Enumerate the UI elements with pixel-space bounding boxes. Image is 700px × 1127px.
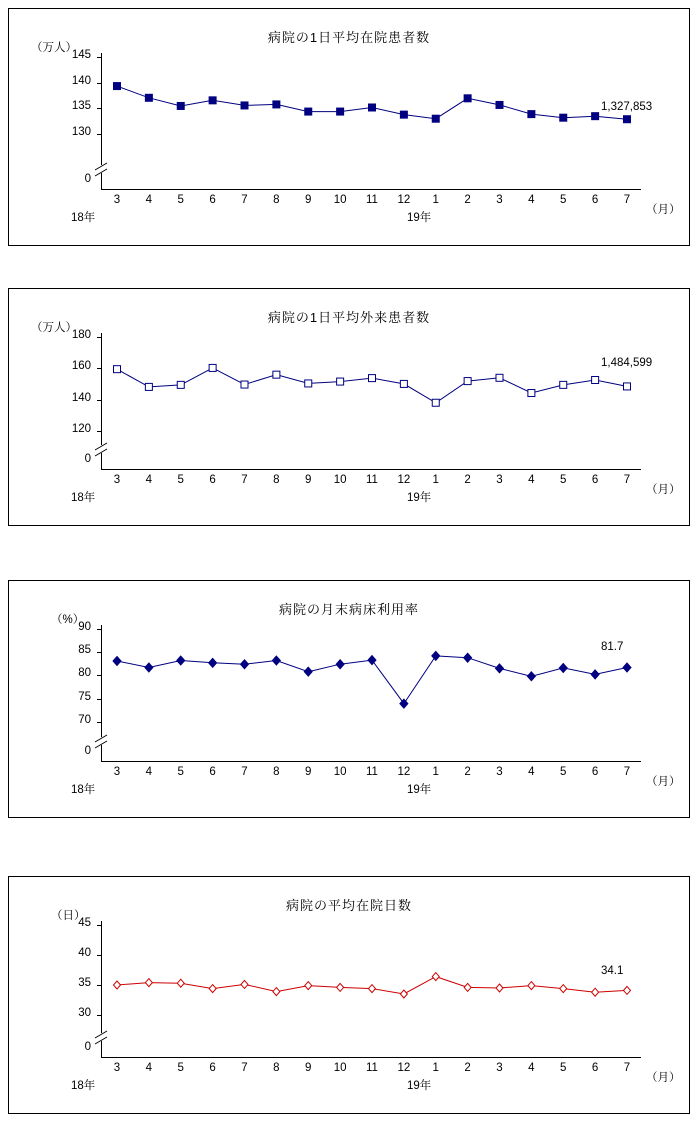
x-tick-label: 7 [241,474,248,486]
x-tick-label: 7 [623,194,631,206]
x-tick-label: 4 [528,474,535,486]
data-series-line [9,289,691,527]
x-tick-label: 7 [241,766,248,778]
x-tick-label: 4 [145,1062,153,1074]
y-tick-label: 160 [71,360,91,373]
x-tick-label: 5 [560,766,567,778]
page-title-bed-occupancy: 病院の月末病床利用率 [278,602,419,617]
x-tick-label: 1 [432,194,439,206]
y-tick-label-zero: 0 [84,1041,91,1053]
x-tick-label: 3 [113,474,121,486]
x-tick-label: 6 [591,766,599,778]
x-tick-label: 10 [333,766,347,778]
plot-area-outpatients [9,289,691,527]
y-tick-label: 120 [71,423,91,436]
x-axis-label-outpatients: （月） [646,484,681,496]
x-tick-label: 3 [496,474,503,486]
chart-panel-inpatients [8,8,690,246]
y-unit-label-average-stay: （日） [51,910,86,922]
end-value-average-stay: 34.1 [601,965,624,977]
y-tick-label: 85 [78,644,91,657]
end-value-outpatients: 1,484,599 [601,357,653,369]
x-tick-label: 7 [623,1062,631,1074]
x-tick-label: 4 [528,1062,535,1074]
year-label-19-average-stay: 19年 [407,1080,432,1092]
x-tick-label: 6 [591,474,599,486]
x-tick-label: 2 [464,766,471,778]
x-tick-label: 6 [591,194,599,206]
x-tick-label: 4 [145,766,153,778]
year-label-19-outpatients: 19年 [407,492,432,504]
x-tick-label: 7 [623,474,631,486]
y-tick-label: 130 [71,125,91,138]
x-axis-label-inpatients: （月） [646,204,681,216]
x-tick-label: 3 [496,194,503,206]
x-axis-label-average-stay: （月） [646,1072,681,1084]
x-tick-label: 12 [397,1062,411,1074]
year-label-18-outpatients: 18年 [71,492,96,504]
y-tick-label: 35 [78,977,91,989]
x-tick-label: 5 [177,766,184,778]
data-series-line [9,877,691,1115]
x-tick-label: 7 [241,194,248,206]
plot-area-inpatients [9,9,691,247]
x-tick-label: 1 [432,1062,439,1074]
x-tick-label: 7 [241,1062,248,1074]
x-axis-label-bed-occupancy: （月） [646,776,681,788]
y-tick-label: 90 [78,621,91,633]
x-tick-label: 3 [113,766,121,778]
x-tick-label: 11 [366,766,378,778]
x-tick-label: 9 [305,194,312,206]
x-tick-label: 4 [145,474,153,486]
y-tick-label: 140 [71,391,91,404]
x-tick-label: 6 [591,1062,599,1074]
x-tick-label: 9 [305,1062,312,1074]
chart-panel-bed-occupancy [8,580,690,818]
x-tick-label: 5 [560,474,567,486]
y-tick-label: 75 [78,690,91,703]
year-label-18-average-stay: 18年 [71,1080,96,1092]
x-tick-label: 2 [464,194,471,206]
x-tick-label: 5 [560,194,567,206]
y-unit-label-bed-occupancy: （%） [51,614,85,626]
x-tick-label: 7 [623,766,631,778]
y-tick-label: 30 [78,1007,91,1019]
page-title-average-stay: 病院の平均在院日数 [285,898,412,913]
x-tick-label: 12 [397,766,411,778]
x-tick-label: 5 [177,194,184,206]
y-tick-label-zero: 0 [84,173,91,185]
x-tick-label: 6 [209,474,216,486]
x-tick-label: 12 [397,474,411,486]
x-tick-label: 4 [528,766,535,778]
x-tick-label: 6 [209,194,216,206]
x-tick-label: 2 [464,1062,471,1074]
x-tick-label: 3 [496,766,503,778]
y-tick-label: 45 [78,917,91,929]
y-tick-label: 145 [71,49,91,61]
x-tick-label: 10 [333,1062,347,1074]
x-tick-label: 8 [273,194,280,206]
x-tick-label: 10 [333,194,347,206]
x-tick-label: 11 [366,194,378,206]
x-tick-label: 6 [209,766,216,778]
x-tick-label: 4 [528,194,535,206]
year-label-19-inpatients: 19年 [407,212,432,224]
x-tick-label: 2 [464,474,471,486]
x-tick-label: 5 [177,474,184,486]
plot-area-bed-occupancy [9,581,691,819]
y-tick-label: 140 [71,74,91,87]
y-tick-label: 40 [78,947,91,959]
data-series-line [9,581,691,819]
page-title-inpatients: 病院の1日平均在院患者数 [267,30,431,45]
y-unit-label-inpatients: （万人） [31,42,77,54]
x-tick-label: 1 [432,766,439,778]
x-tick-label: 9 [305,474,312,486]
x-tick-label: 12 [397,194,411,206]
x-tick-label: 1 [432,474,439,486]
year-label-19-bed-occupancy: 19年 [407,784,432,796]
end-value-bed-occupancy: 81.7 [601,641,624,653]
end-value-inpatients: 1,327,853 [601,101,653,113]
x-tick-label: 4 [145,194,153,206]
year-label-18-inpatients: 18年 [71,212,96,224]
y-tick-label-zero: 0 [84,745,91,757]
data-series-line [9,9,691,247]
x-tick-label: 5 [560,1062,567,1074]
x-tick-label: 6 [209,1062,216,1074]
plot-area-average-stay [9,877,691,1115]
x-tick-label: 9 [305,766,312,778]
x-tick-label: 3 [113,1062,121,1074]
x-tick-label: 10 [333,474,347,486]
x-tick-label: 8 [273,1062,280,1074]
y-tick-label: 70 [78,713,91,726]
x-tick-label: 3 [496,1062,503,1074]
x-tick-label: 11 [366,474,378,486]
y-unit-label-outpatients: （万人） [31,322,77,334]
chart-panel-average-stay [8,876,690,1114]
x-tick-label: 3 [113,194,121,206]
x-tick-label: 11 [366,1062,378,1074]
x-tick-label: 5 [177,1062,184,1074]
chart-panel-outpatients [8,288,690,526]
y-tick-label: 80 [78,667,91,680]
y-tick-label: 135 [71,100,91,112]
page-title-outpatients: 病院の1日平均外来患者数 [267,310,431,325]
y-tick-label-zero: 0 [84,453,91,465]
year-label-18-bed-occupancy: 18年 [71,784,96,796]
x-tick-label: 8 [273,474,280,486]
y-tick-label: 180 [71,329,91,341]
x-tick-label: 8 [273,766,280,778]
